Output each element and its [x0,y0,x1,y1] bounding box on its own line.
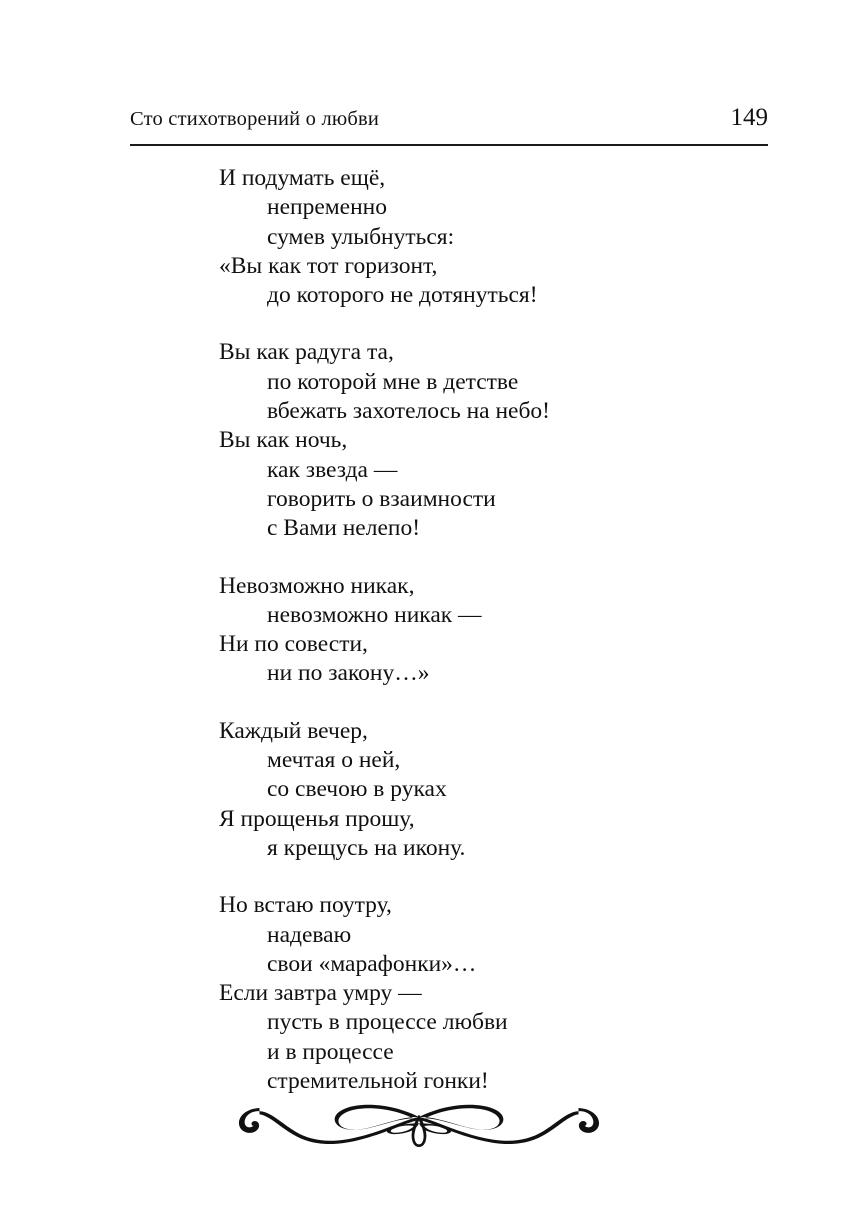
stanza [219,338,819,543]
verse-line: сумев улыбнуться: [267,223,455,250]
verse-line: говорить о взаимности [267,485,496,512]
verse-line: с Вами нелепо! [267,515,421,542]
verse-line: И подумать ещё, [219,165,386,191]
verse-line: надеваю [267,921,352,948]
verse-line: со свечою в руках [267,776,447,803]
verse-line: Невозможно никак, [219,572,415,599]
header-divider-rule [130,144,768,146]
poem-body [219,164,819,1096]
tail-ornament [233,1094,605,1152]
stanza [219,164,819,310]
verse-line: до которого не дотянуться! [267,282,538,309]
verse-line: Я прощенья прошу, [219,805,415,832]
verse-line: стремительной гонки! [267,1068,489,1095]
verse-line: Вы как радуга та, [219,339,394,366]
verse-line: как звезда — [267,456,398,483]
verse-line: мечтая о ней, [267,747,401,774]
verse-line: вбежать захотелось на небо! [267,398,550,425]
running-head [130,104,768,132]
verse-line: я крещусь на икону. [267,834,466,861]
verse-line: по которой мне в детстве [267,368,519,395]
verse-line: «Вы как тот горизонт, [219,252,438,279]
stanza [219,891,819,1096]
verse-line: Но встаю поутру, [219,892,392,919]
verse-line: пусть в процессе любви [267,1009,508,1036]
verse-line: и в процессе [267,1038,394,1065]
flourish-left [239,1105,419,1144]
flourish-right [419,1105,599,1144]
verse-line: Ни по совести, [219,631,368,658]
verse-line: Если завтра умру — [219,980,422,1007]
stanza [219,572,819,689]
verse-line: ни по закону…» [267,660,430,687]
verse-line: Каждый вечер, [219,717,368,744]
verse-line: Вы как ночь, [219,427,348,454]
verse-line: непременно [267,194,387,221]
verse-line: невозможно никак — [267,601,482,628]
verse-line: свои «марафонки»… [267,950,477,977]
stanza [219,717,819,863]
page-number: 149 [730,104,768,131]
running-head-title: Сто стихотворений о любви [130,108,380,130]
